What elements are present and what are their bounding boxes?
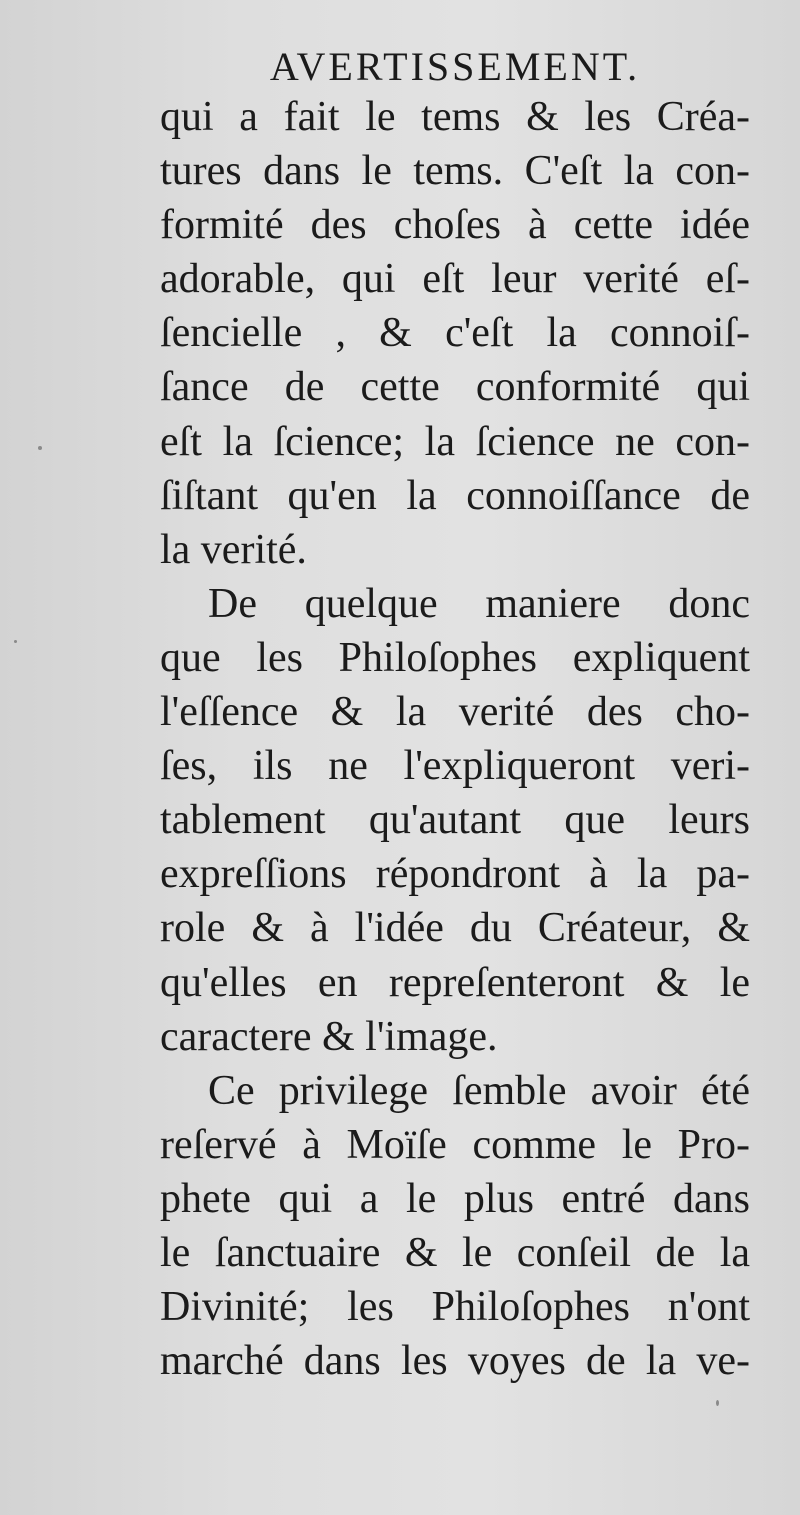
text-line: qui a fait le tems & les Créa- (160, 94, 750, 140)
text-line: adorable, qui eſt leur verité eſ- (160, 256, 750, 303)
text-line: que les Philoſophes expliquent (160, 634, 750, 681)
paper-speck (38, 446, 42, 450)
text-line: ſance de cette conformité qui (160, 364, 750, 411)
paper-speck (14, 640, 17, 643)
text-line: role & à l'idée du Créateur, & (160, 905, 750, 952)
text-line: ſiſtant qu'en la connoiſſance de (160, 472, 750, 519)
text-line: marché dans les voyes de la ve- (160, 1338, 750, 1385)
text-line: formité des choſes à cette idée (160, 202, 750, 249)
text-line: tures dans le tems. C'eſt la con- (160, 148, 750, 195)
text-line: Ce privilege ſemble avoir été (208, 1067, 750, 1114)
text-line: le ſanctuaire & le conſeil de la (160, 1229, 750, 1276)
text-line: tablement qu'autant que leurs (160, 797, 750, 844)
text-line: eſt la ſcience; la ſcience ne con- (160, 418, 750, 465)
text-line: caractere & l'image. (160, 1013, 498, 1060)
text-line: expreſſions répondront à la pa- (160, 851, 750, 898)
text-line: la verité. (160, 526, 307, 573)
text-line: phete qui a le plus entré dans (160, 1175, 750, 1222)
text-block (160, 44, 760, 1388)
text-line: ſencielle , & c'eſt la connoiſ- (160, 310, 750, 357)
text-line: reſervé à Moïſe comme le Pro- (160, 1121, 750, 1168)
text-line: qu'elles en repreſenteront & le (160, 959, 750, 1006)
paper-speck (716, 1400, 719, 1406)
text-line: Divinité; les Philoſophes n'ont (160, 1284, 750, 1331)
running-head: AVERTISSEMENT. (269, 44, 641, 89)
text-line: De quelque maniere donc (208, 580, 750, 627)
text-line: l'eſſence & la verité des cho- (160, 689, 750, 736)
text-line: ſes, ils ne l'expliqueront veri- (160, 743, 750, 790)
